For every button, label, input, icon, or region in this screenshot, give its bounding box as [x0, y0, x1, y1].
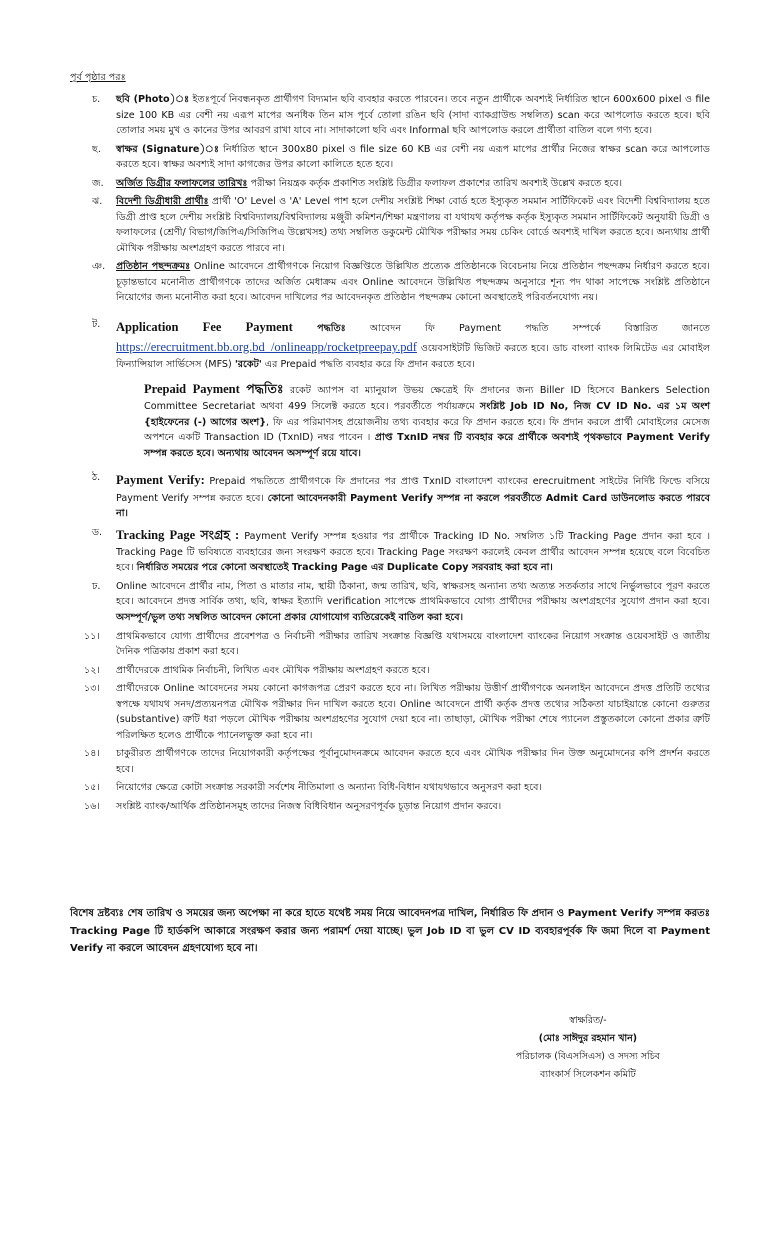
item-number: ১৬। — [84, 800, 100, 812]
item-text: Online আবেদনে প্রার্থীগণকে নিয়োগ বিজ্ঞপ্তিতে উল্লিখিত প্রত্যেক প্রতিষ্ঠানকে বিবেচনায় নিয়ে প্রতিষ্ঠান পছন্দক্রম নির্ধারণ করতে হবে। চূড়ান্তভাবে মনোনীত প্রার্থীগণকে তাদের অর্জিত মেধাক্রম এবং Online আবেদনে উল্লিখিত পছন্দক্রম অনুসারে শূন্য পদ থাকা সাপেক্ষে সংশ্লিষ্ট প্রতিষ্ঠানে নিয়োগের জন্য মনোনীত করা হবে। আবেদন দাখিলের পর আবেদনকৃত প্রতিষ্ঠান পছন্দক্রম কোনো অবস্থাতেই পরিবর্তনযোগ্য নয়। — [116, 261, 710, 304]
item-number: ১২। — [84, 664, 100, 676]
item-label: ঝ. — [92, 196, 103, 208]
item-label: ঞ. — [92, 261, 106, 273]
list-item-11: ১১। প্রাথমিকভাবে যোগ্য প্রার্থীদের প্রবেশপত্র ও নির্বাচনী পরীক্ষার তারিখ সংক্রান্ত বিজ্ঞপ্তি যথাসময়ে বাংলাদেশ ব্যাংকের নিয়োগ সংক্রান্ত ওয়েবসাইট ও জাতীয় দৈনিক পত্রিকায় প্রকাশ করা হবে। — [70, 629, 710, 660]
item-text: ইতঃপূর্বে নিবন্ধনকৃত প্রার্থীগণ বিদ্যমান ছবি ব্যবহার করতে পারবেন। তবে নতুন প্রার্থীকে অবশ্যই নির্ধারিত স্থানে 600x600 pixel ও file size 100 KB এর বেশী নয় এরূপ মাপের অনধিক তিন মাস পূর্বে তোলা রঙিন ছবি (সাদা ব্যাকগ্রাউন্ড সম্বলিত) scan করে আপলোড করতে হবে। ছবি তোলার সময় মুখ ও কানের উপর আবরণ রাখা যাবে না। সাদাকালো ছবি এবং Informal ছবি আপলোড করলে প্রার্থীতা বাতিল বলে গণ্য হবে। — [116, 94, 710, 137]
instruction-list — [70, 92, 710, 817]
list-item-16: ১৬। সংশ্লিষ্ট ব্যাংক/আর্থিক প্রতিষ্ঠানসমূহ তাদের নিজস্ব বিধিবিধান অনুসরণপূর্বক চূড়ান্ত নিয়োগ প্রদান করবে। — [70, 799, 710, 815]
item-label: ঢ. — [92, 580, 101, 592]
item-title: অর্জিত ডিগ্রীর ফলাফলের তারিখঃ — [116, 177, 248, 189]
item-title: ছবি (Photo)ঃ — [116, 94, 190, 105]
list-item-application-fee: ট. Application Fee Payment পদ্ধতিঃ আবেদন ফি Payment পদ্ধতি সম্পর্কে বিস্তারিত জানতে https://erecruitment.bb.org.bd_/onlineapp/rocketpreepay.pdf ওয়েবসাইটটি ভিজিট করতে হবে। ডাচ বাংলা ব্যাংক লিমিটেড এর মোবাইল ফিন্যান্সিয়াল সার্ভিসেস (MFS) 'রকেট' এর Prepaid পদ্ধতি ব্যবহার করে ফি প্রদান করতে হবে। Prepaid Payment পদ্ধতিঃ রকেট অ্যাপস বা ম্যানুয়াল উভয় ক্ষেত্রেই ফি প্রদানের জন্য Biller ID হিসেবে Bankers Selection Committee Secretariat অথবা 499 সিলেক্ট করতে হবে। পরবর্তীতে পর্যায়ক্রমে সংশ্লিষ্ট Job ID No, নিজ CV ID No. এর ১ম অংশ {হাইফেনের (-) আগের অংশ}, ফি এর পরিমাণসহ প্রয়োজনীয় তথ্য ব্যবহার করে ফি প্রদান করতে হবে। ফি প্রদান করলে প্রার্থী মোবাইলের মেসেজ অপশনে একটি Transaction ID (TxnID) নম্বর পাবেন । প্রাপ্ত TxnID নম্বর টি ব্যবহার করে প্রার্থীকে অবশ্যই পৃথকভাবে Payment Verify সম্পন্ন করতে হবে। অন্যথায় আবেদন অসম্পূর্ণ রয়ে যাবে। — [70, 317, 710, 467]
signature-block — [516, 1012, 660, 1083]
list-item-photo — [70, 92, 710, 139]
item-number: ১৩। — [84, 683, 100, 695]
item-label: জ. — [92, 177, 104, 189]
item-number: ১৫। — [84, 782, 100, 794]
signed-text: স্বাক্ষরিত/- — [569, 1015, 607, 1026]
item-label: ট. — [92, 318, 101, 330]
item-title: প্রতিষ্ঠান পছন্দক্রমঃ — [116, 261, 191, 273]
prepaid-title: Prepaid Payment পদ্ধতিঃ — [144, 381, 284, 396]
list-item-13: ১৩। প্রার্থীদেরকে Online আবেদনের সময় কোনো কাগজপত্র প্রেরণ করতে হবে না। লিখিত পরীক্ষায় উত্তীর্ণ প্রার্থীগণকে অনলাইন আবেদনে প্রদত্ত প্রতিটি তথ্যের স্বপক্ষে যথাযথ সনদ/প্রত্যয়নপত্র মৌখিক পরীক্ষার দিন দাখিল করতে হবে। Online আবেদনে প্রার্থী কর্তৃক প্রদত্ত তথ্যের সঠিকতা যাচাইয়ান্তে কোনো গুরুতর (substantive) ত্রুটি ধরা পড়লে মৌখিক পরীক্ষায় অংশগ্রহণের সুযোগ দেয়া হবে না। তাছাড়া, মৌখিক পরীক্ষা শেষে প্যানেল প্রস্তুতকালে কোনো প্রকার ত্রুটি পরিলক্ষিত হলেও প্রার্থীকে প্যানেলভুক্ত করা হবে না। — [70, 681, 710, 743]
list-item-14: ১৪। চাকুরীরত প্রার্থীগণকে তাদের নিয়োগকারী কর্তৃপক্ষের পূর্বানুমোদনক্রমে আবেদন করতে হবে এবং মৌখিক পরীক্ষার দিন উক্ত অনুমোদনের কপি প্রদর্শন করতে হবে। — [70, 746, 710, 777]
list-item-signature — [70, 142, 710, 173]
list-item-online-info: ঢ. Online আবেদনে প্রার্থীর নাম, পিতা ও মাতার নাম, স্থায়ী ঠিকানা, জন্ম তারিখ, ছবি, স্বাক্ষরসহ অন্যান্য তথ্য অত্যন্ত সতর্কতার সাথে নির্ভুলভাবে পূরণ করতে হবে। আবেদনে প্রদত্ত সার্বিক তথ্য, ছবি, স্বাক্ষর ইত্যাদি verification সাপেক্ষে প্রাথমিকভাবে যোগ্য প্রার্থীদের পরীক্ষায় অংশগ্রহণের সুযোগ প্রদান করা হবে। অসম্পূর্ণ/ভুল তথ্য সম্বলিত আবেদন কোনো প্রকার যোগাযোগ ব্যতিরেকেই বাতিল করা হবে। — [70, 579, 710, 626]
item-label: ঠ. — [92, 472, 101, 484]
continuation-note: পূর্ব পৃষ্ঠার পরঃ — [70, 72, 126, 83]
item-number: ১১। — [84, 630, 100, 642]
rocket-label: 'রকেট' — [234, 359, 262, 371]
prepaid-payment-block: Prepaid Payment পদ্ধতিঃ রকেট অ্যাপস বা ম্যানুয়াল উভয় ক্ষেত্রেই ফি প্রদানের জন্য Biller ID হিসেবে Bankers Selection Committee Secretariat অথবা 499 সিলেক্ট করতে হবে। পরবর্তীতে পর্যায়ক্রমে সংশ্লিষ্ট Job ID No, নিজ CV ID No. এর ১ম অংশ {হাইফেনের (-) আগের অংশ}, ফি এর পরিমাণসহ প্রয়োজনীয় তথ্য ব্যবহার করে ফি প্রদান করতে হবে। ফি প্রদান করলে প্রার্থী মোবাইলের মেসেজ অপশনে একটি Transaction ID (TxnID) নম্বর পাবেন । প্রাপ্ত TxnID নম্বর টি ব্যবহার করে প্রার্থীকে অবশ্যই পৃথকভাবে Payment Verify সম্পন্ন করতে হবে। অন্যথায় আবেদন অসম্পূর্ণ রয়ে যাবে। — [144, 381, 710, 459]
list-item-institution-preference — [70, 259, 710, 306]
item-text: প্রার্থী 'O' Level ও 'A' Level পাশ হলে দেশীয় সংশ্লিষ্ট শিক্ষা বোর্ড হতে ইস্যুকৃত সমমান সার্টিফিকেট এবং বিদেশী বিশ্ববিদ্যালয় হতে ডিগ্রী প্রাপ্ত হলে দেশীয় সংশ্লিষ্ট বিশ্ববিদ্যালয়/বিশ্ববিদ্যালয় মঞ্জুরী কমিশন/শিক্ষা মন্ত্রণালয় বা যথাযথ কর্তৃপক্ষ কর্তৃক ইস্যুকৃত সমমান সার্টিফিকেট অনুযায়ী ডিগ্রী ও ফলাফলের (শ্রেণী/ বিভাগ/জিপিএ/সিজিপিএ উল্লেখসহ) তথ্য সম্বলিত ডকুমেন্ট মৌখিক পরীক্ষার সময় চেকিং বোর্ডে অবশ্যই দাখিল করতে হবে। অন্যথায় প্রার্থী মৌখিক পরীক্ষায় অংশগ্রহণ করতে পারবে না। — [116, 196, 710, 254]
tracking-title: Tracking Page সংগ্রহ : — [116, 527, 240, 542]
item-text: নির্ধারিত স্থানে 300x80 pixel ও file size 60 KB এর বেশী নয় এরূপ মাপের প্রার্থীর নিজের স্বাক্ষর scan করে আপলোড করতে হবে। স্বাক্ষর অবশ্যই সাদা কাগজের উপর কালো কালিতে হতে হবে। — [116, 143, 710, 171]
verify-title: Payment Verify: — [116, 473, 205, 488]
item-label: চ. — [92, 94, 101, 105]
special-note: বিশেষ দ্রষ্টব্যঃ শেষ তারিখ ও সময়ের জন্য অপেক্ষা না করে হাতে যথেষ্ট সময় নিয়ে আবেদনপত্র দাখিল, নির্ধারিত ফি প্রদান ও Payment Verify সম্পন্ন করতঃ Tracking Page টি হার্ডকপি আকারে সংরক্ষণ করার জন্য পরামর্শ দেয়া যাচ্ছে। ভুল Job ID বা ভুল CV ID ব্যবহারপূর্বক ফি জমা দিলে বা Payment Verify না করলে আবেদন গ্রহণযোগ্য হবে না। — [70, 908, 710, 954]
fee-title: Application Fee Payment — [116, 319, 293, 334]
list-item-15: ১৫। নিয়োগের ক্ষেত্রে কোটা সংক্রান্ত সরকারী সর্বশেষ নীতিমালা ও অন্যান্য বিধি-বিধান যথাযথভাবে অনুসরণ করা হবে। — [70, 780, 710, 796]
item-title: বিদেশী ডিগ্রীধারী প্রার্থীঃ — [116, 196, 209, 208]
signatory-title: পরিচালক (বিএসসিএস) ও সদস্য সচিব — [515, 1050, 660, 1062]
list-item-result-date — [70, 176, 710, 192]
list-item-payment-verify: ঠ. Payment Verify: Prepaid পদ্ধতিতে প্রার্থীগণকে ফি প্রদানের পর প্রাপ্ত TxnID বাংলাদেশ ব্যাংকের erecruitment সাইটের নির্দিষ্ট ফিল্ডে বসিয়ে Payment Verify সম্পন্ন করতে হবে। কোনো আবেদনকারী Payment Verify সম্পন্ন না করলে পরবর্তীতে Admit Card ডাউনলোড করতে পারবে না। — [70, 470, 710, 521]
item-title: স্বাক্ষর (Signature)ঃ — [116, 143, 220, 155]
item-number: ১৪। — [84, 748, 100, 760]
list-item-12: ১২। প্রার্থীদেরকে প্রাথমিক নির্বাচনী, লিখিত এবং মৌখিক পরীক্ষায় অংশগ্রহণ করতে হবে। — [70, 663, 710, 679]
fee-info-link[interactable]: https://erecruitment.bb.org.bd_/onlineapp/rocketpreepay.pdf — [116, 340, 417, 355]
signatory-name: (মোঃ সাঈদুর রহমান খান) — [538, 1032, 637, 1044]
list-item-tracking-page: ড. Tracking Page সংগ্রহ : Payment Verify সম্পন্ন হওয়ার পর প্রার্থীকে Tracking ID No. সম্বলিত ১টি Tracking Page প্রদান করা হবে । Tracking Page টি ভবিষ্যতে ব্যবহারের জন্য সংরক্ষণ করতে হবে। Tracking Page সংরক্ষণ করলেই কেবল প্রার্থীর আবেদন সম্পন্ন হয়েছে বলে বিবেচিত হবে। নির্ধারিত সময়ের পরে কোনো অবস্থাতেই Tracking Page এর Duplicate Copy সরবরাহ করা হবে না। — [70, 525, 710, 576]
list-item-foreign-degree — [70, 194, 710, 256]
item-label: ছ. — [92, 143, 101, 155]
item-label: ড. — [92, 526, 103, 538]
committee-name: ব্যাংকার্স সিলেকশন কমিটি — [540, 1068, 636, 1080]
item-text: পরীক্ষা নিয়ন্ত্রক কর্তৃক প্রকাশিত সংশ্লিষ্ট ডিগ্রীর ফলাফল প্রকাশের তারিখ অবশ্যই উল্লেখ করতে হবে। — [247, 177, 623, 189]
